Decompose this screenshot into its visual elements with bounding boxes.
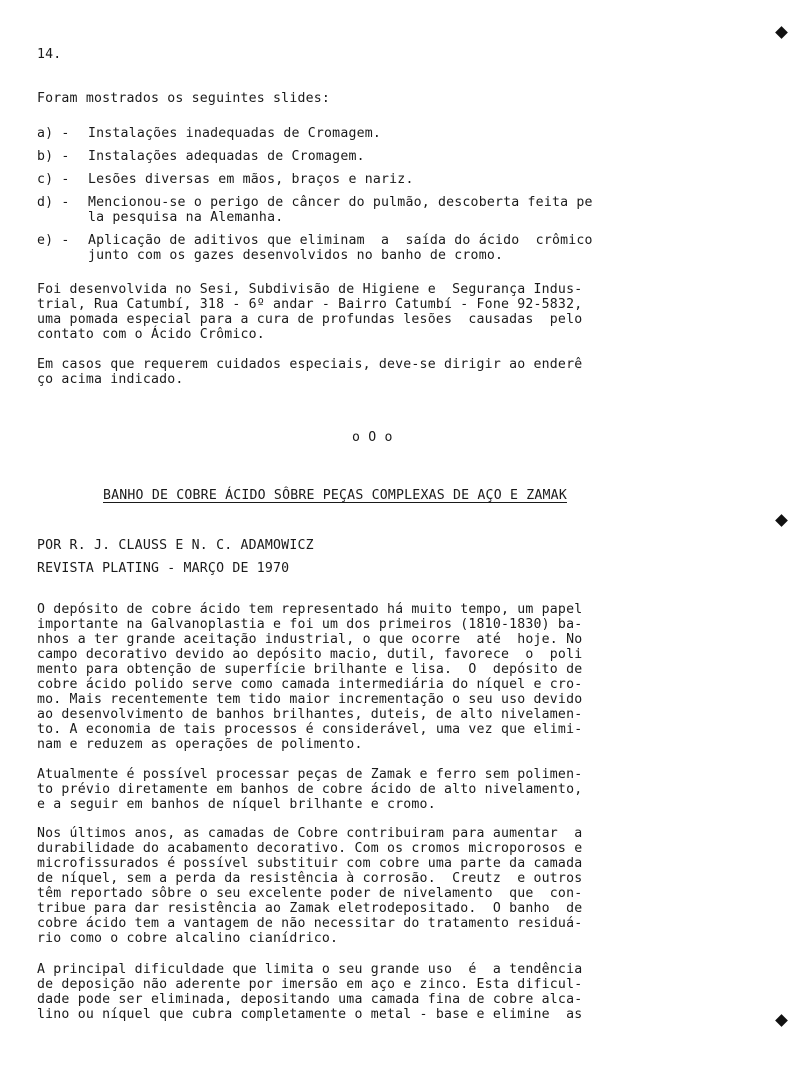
list-item-marker: d) -: [37, 195, 70, 210]
punch-hole-mark-bottom: [775, 1014, 788, 1027]
paragraph-line: Foi desenvolvida no Sesi, Subdivisão de Higiene e Segurança Indus-: [37, 282, 583, 297]
list-item-text: Lesões diversas em mãos, braços e nariz.: [88, 172, 414, 187]
paragraph-line: nam e reduzem as operações de polimento.: [37, 737, 363, 752]
list-item-text: Aplicação de aditivos que eliminam a saída do ácido crômico: [88, 233, 593, 248]
paragraph-line: A principal dificuldade que limita o seu grande uso é a tendência: [37, 962, 583, 977]
paragraph-line: mo. Mais recentemente tem tido maior incrementação o seu uso devido: [37, 692, 583, 707]
paragraph-line: contato com o Ácido Crômico.: [37, 327, 265, 342]
list-item-marker: e) -: [37, 233, 70, 248]
paragraph-line: mento para obtenção de superfície brilhante e lisa. O depósito de: [37, 662, 583, 677]
list-item-marker: a) -: [37, 126, 70, 141]
paragraph-line: O depósito de cobre ácido tem representado há muito tempo, um papel: [37, 602, 583, 617]
paragraph-line: de níquel, sem a perda da resistência à corrosão. Creutz e outros: [37, 871, 583, 886]
paragraph-line: microfissurados é possível substituir com cobre uma parte da camada: [37, 856, 583, 871]
paragraph-line: tribue para dar resistência ao Zamak eletrodepositado. O banho de: [37, 901, 583, 916]
paragraph-line: rio como o cobre alcalino cianídrico.: [37, 931, 339, 946]
paragraph-line: dade pode ser eliminada, depositando uma camada fina de cobre alca-: [37, 992, 583, 1007]
paragraph-line: e a seguir em banhos de níquel brilhante e cromo.: [37, 797, 436, 812]
paragraph-line: to. A economia de tais processos é considerável, uma vez que elimi-: [37, 722, 583, 737]
article-title: BANHO DE COBRE ÁCIDO SÔBRE PEÇAS COMPLEXAS DE AÇO E ZAMAK: [103, 488, 567, 503]
paragraph-line: cobre ácido polido serve como camada intermediária do níquel e cro-: [37, 677, 583, 692]
paragraph-line: importante na Galvanoplastia e foi um dos primeiros (1810-1830) ba-: [37, 617, 583, 632]
paragraph-line: ao desenvolvimento de banhos brilhantes, duteis, de alto nivelamen-: [37, 707, 583, 722]
list-item-text: Instalações inadequadas de Cromagem.: [88, 126, 382, 141]
paragraph-line: de deposição não aderente por imersão em aço e zinco. Esta dificul-: [37, 977, 583, 992]
article-source: REVISTA PLATING - MARÇO DE 1970: [37, 561, 290, 576]
paragraph-line: ço acima indicado.: [37, 372, 184, 387]
paragraph-line: Atualmente é possível processar peças de Zamak e ferro sem polimen-: [37, 767, 583, 782]
punch-hole-mark-middle: [775, 514, 788, 527]
paragraph-line: trial, Rua Catumbí, 318 - 6º andar - Bairro Catumbí - Fone 92-5832,: [37, 297, 583, 312]
paragraph-line: Em casos que requerem cuidados especiais, deve-se dirigir ao enderê: [37, 357, 583, 372]
list-item-text-continued: la pesquisa na Alemanha.: [88, 210, 284, 225]
paragraph-line: Nos últimos anos, as camadas de Cobre contribuiram para aumentar a: [37, 826, 583, 841]
list-item-marker: c) -: [37, 172, 70, 187]
section-separator: o O o: [352, 430, 393, 445]
list-item-text: Instalações adequadas de Cromagem.: [88, 149, 365, 164]
paragraph-line: uma pomada especial para a cura de profundas lesões causadas pelo: [37, 312, 583, 327]
list-item-marker: b) -: [37, 149, 70, 164]
paragraph-line: to prévio diretamente em banhos de cobre ácido de alto nivelamento,: [37, 782, 583, 797]
paragraph-line: têm reportado sôbre o seu excelente poder de nivelamento que con-: [37, 886, 583, 901]
paragraph-line: nhos a ter grande aceitação industrial, o que ocorre até hoje. No: [37, 632, 583, 647]
article-byline: POR R. J. CLAUSS E N. C. ADAMOWICZ: [37, 538, 314, 553]
paragraph-line: campo decorativo devido ao depósito macio, dutil, favorece o poli: [37, 647, 583, 662]
list-item-text: Mencionou-se o perigo de câncer do pulmão, descoberta feita pe: [88, 195, 593, 210]
list-item-text-continued: junto com os gazes desenvolvidos no banho de cromo.: [88, 248, 504, 263]
paragraph-line: durabilidade do acabamento decorativo. Com os cromos microporosos e: [37, 841, 583, 856]
paragraph-line: lino ou níquel que cubra completamente o metal - base e elimine as: [37, 1007, 583, 1022]
punch-hole-mark-top: [775, 26, 788, 39]
paragraph-line: cobre ácido tem a vantagem de não necessitar do tratamento residuá-: [37, 916, 583, 931]
intro-line: Foram mostrados os seguintes slides:: [37, 91, 331, 106]
page-number: 14.: [37, 47, 62, 62]
